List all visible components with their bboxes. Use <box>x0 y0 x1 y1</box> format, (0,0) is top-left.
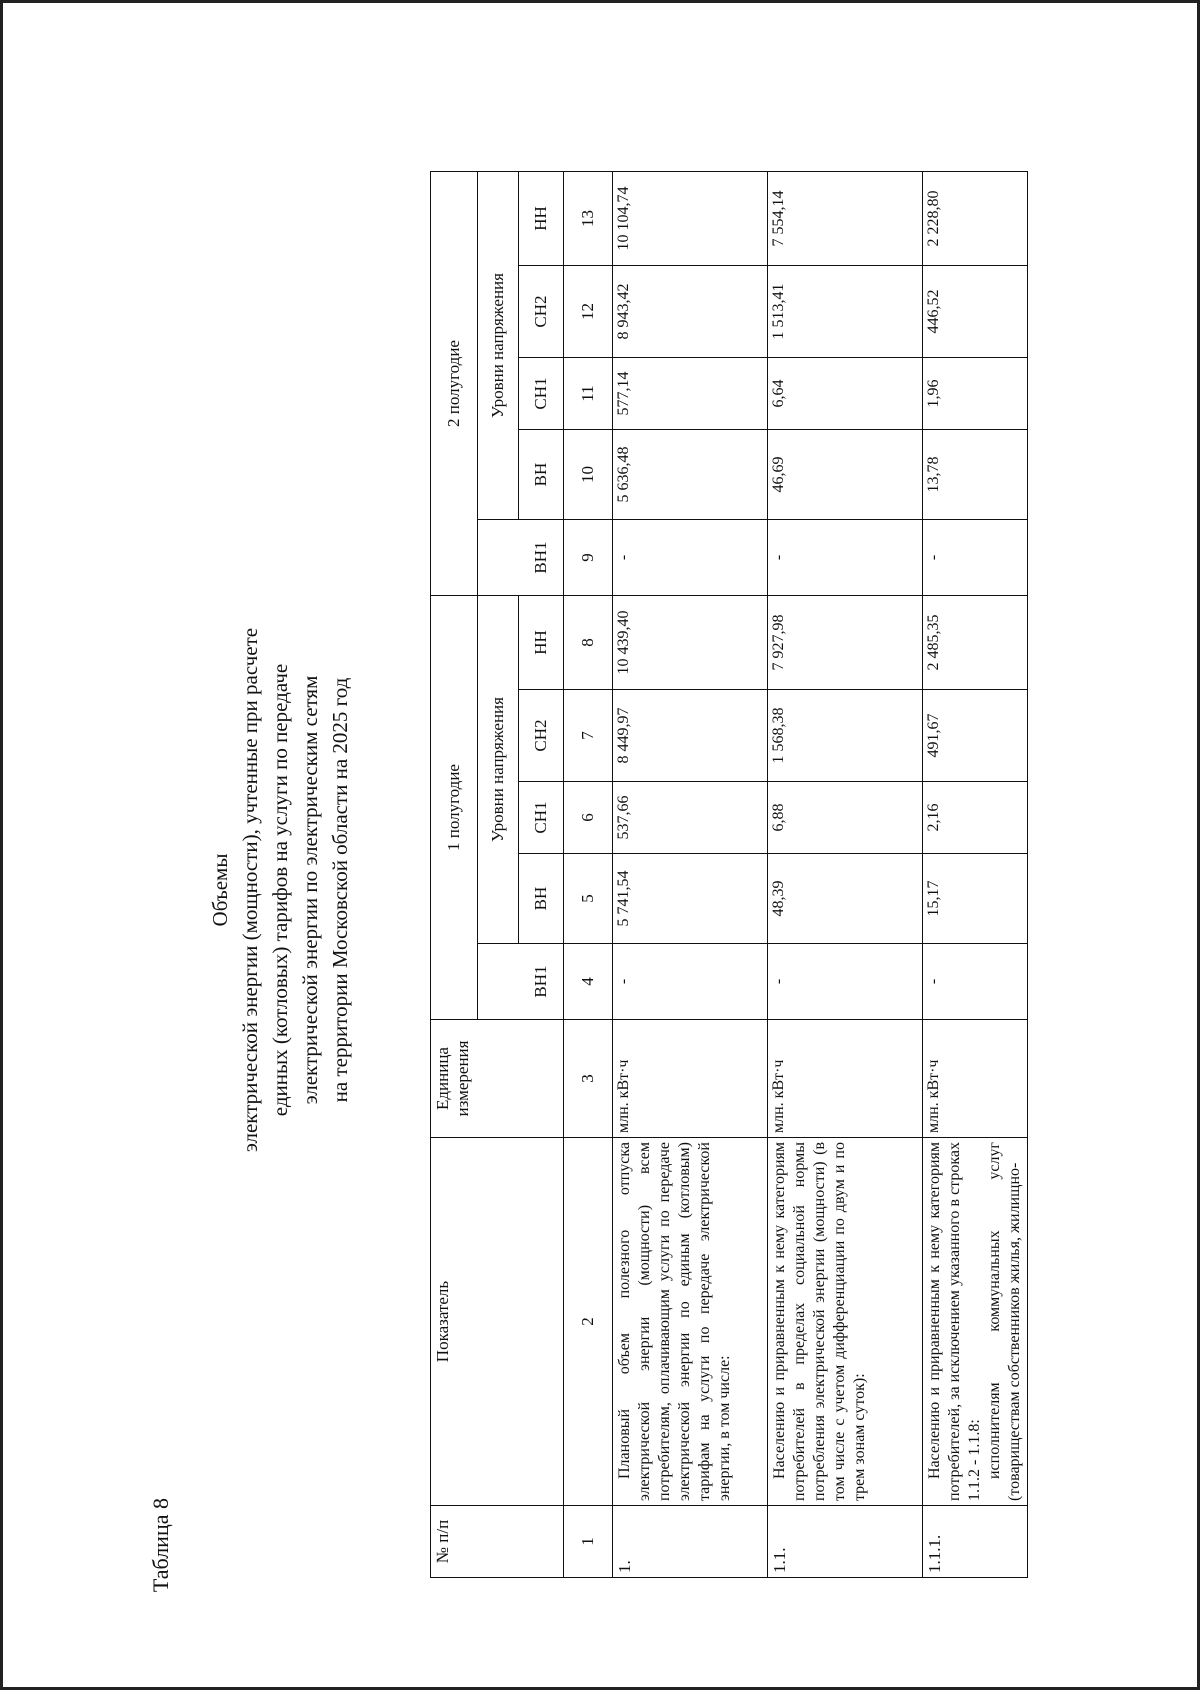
table-row <box>613 172 768 1578</box>
row-indicator <box>768 1138 923 1506</box>
column-number: 4 <box>564 944 613 1020</box>
row-value: 2 485,35 <box>923 596 1028 690</box>
row-number: 1.1. <box>768 1506 923 1578</box>
row-value: 2,16 <box>923 782 1028 854</box>
header-level: СН1 <box>519 358 564 430</box>
row-value: - <box>923 944 1028 1020</box>
row-value: 8 449,97 <box>613 690 768 782</box>
row-value: 10 439,40 <box>613 596 768 690</box>
title-line: электрической энергии (мощности), учтенные при расчете <box>238 627 262 1153</box>
row-value: - <box>768 944 923 1020</box>
table-number: Таблица 8 <box>148 1498 173 1593</box>
row-indicator <box>923 1138 1028 1506</box>
table-row <box>923 172 1028 1578</box>
row-unit: млн. кВт·ч <box>613 1020 768 1138</box>
row-value: - <box>923 520 1028 596</box>
header-level: НН <box>519 596 564 690</box>
column-number: 12 <box>564 266 613 358</box>
row-value: 5 636,48 <box>613 430 768 520</box>
row-number: 1. <box>613 1506 768 1578</box>
header-level: СН2 <box>519 690 564 782</box>
row-value: 6,64 <box>768 358 923 430</box>
row-value: 2 228,80 <box>923 172 1028 266</box>
header-half2: 2 полугодие <box>431 172 478 596</box>
row-indicator-text: Населению и приравненным к нему категориям потребителей, за исключением указанного в строках 1.1.2 - 1.1.8: <box>926 1142 983 1501</box>
column-number: 10 <box>564 430 613 520</box>
row-indicator-text: Плановый объем полезного отпуска электрической энергии (мощности) всем потребителям, оплачивающим услуги по передаче электрической энергии по единым (котловым) тарифам на услуги по передаче электрической энергии, в том числе: <box>616 1142 733 1501</box>
document-title <box>205 340 355 1440</box>
title-line: электрической энергии по электрическим сетям <box>298 675 322 1105</box>
row-value: 15,17 <box>923 854 1028 944</box>
row-value: 46,69 <box>768 430 923 520</box>
header-voltage-levels: Уровни напряжения <box>478 596 519 944</box>
row-value: 537,66 <box>613 782 768 854</box>
row-value: 48,39 <box>768 854 923 944</box>
header-no: № п/п <box>431 1506 564 1578</box>
column-number: 1 <box>564 1506 613 1578</box>
header-level: НН <box>519 172 564 266</box>
title-line: на территории Московской области на 2025 год <box>328 677 352 1103</box>
row-unit: млн. кВт·ч <box>768 1020 923 1138</box>
row-value: 10 104,74 <box>613 172 768 266</box>
row-indicator-text: Населению и приравненным к нему категориям потребителей в пределах социальной нормы потребления электрической энергии (мощности) (в том числе с учетом дифференциации по двум и по трем зонам суток): <box>771 1142 868 1501</box>
column-number: 7 <box>564 690 613 782</box>
header-level: ВН1 <box>519 520 564 596</box>
header-level: ВН1 <box>519 944 564 1020</box>
column-number: 9 <box>564 520 613 596</box>
row-value: 1 513,41 <box>768 266 923 358</box>
column-number: 11 <box>564 358 613 430</box>
row-number: 1.1.1. <box>923 1506 1028 1578</box>
column-number: 8 <box>564 596 613 690</box>
row-value: 6,88 <box>768 782 923 854</box>
row-value: 446,52 <box>923 266 1028 358</box>
volumes-table <box>430 171 1028 1578</box>
row-value: - <box>768 520 923 596</box>
column-number: 6 <box>564 782 613 854</box>
column-number: 2 <box>564 1138 613 1506</box>
header-level: СН1 <box>519 782 564 854</box>
row-value: 5 741,54 <box>613 854 768 944</box>
row-value: 1,96 <box>923 358 1028 430</box>
row-value: - <box>613 944 768 1020</box>
row-value: - <box>613 520 768 596</box>
row-value: 13,78 <box>923 430 1028 520</box>
column-number: 5 <box>564 854 613 944</box>
header-level: ВН <box>519 854 564 944</box>
header-level: ВН <box>519 430 564 520</box>
row-indicator <box>613 1138 768 1506</box>
row-value: 491,67 <box>923 690 1028 782</box>
title-line: Объемы <box>208 853 232 927</box>
header-indicator: Показатель <box>431 1138 564 1506</box>
header-half1: 1 полугодие <box>431 596 478 1020</box>
column-number: 3 <box>564 1020 613 1138</box>
row-value: 8 943,42 <box>613 266 768 358</box>
row-value: 1 568,38 <box>768 690 923 782</box>
row-value: 7 554,14 <box>768 172 923 266</box>
row-indicator-continuation: исполнителям коммунальных услуг (товариществам собственников жилья, жилищно- <box>986 1142 1023 1501</box>
row-value: 7 927,98 <box>768 596 923 690</box>
title-line: единых (котловых) тарифов на услуги по передаче <box>268 663 292 1117</box>
row-unit: млн. кВт·ч <box>923 1020 1028 1138</box>
header-voltage-levels: Уровни напряжения <box>478 172 519 520</box>
header-level: СН2 <box>519 266 564 358</box>
table-row <box>768 172 923 1578</box>
column-number: 13 <box>564 172 613 266</box>
row-value: 577,14 <box>613 358 768 430</box>
header-unit: Единица измерения <box>431 1020 564 1138</box>
